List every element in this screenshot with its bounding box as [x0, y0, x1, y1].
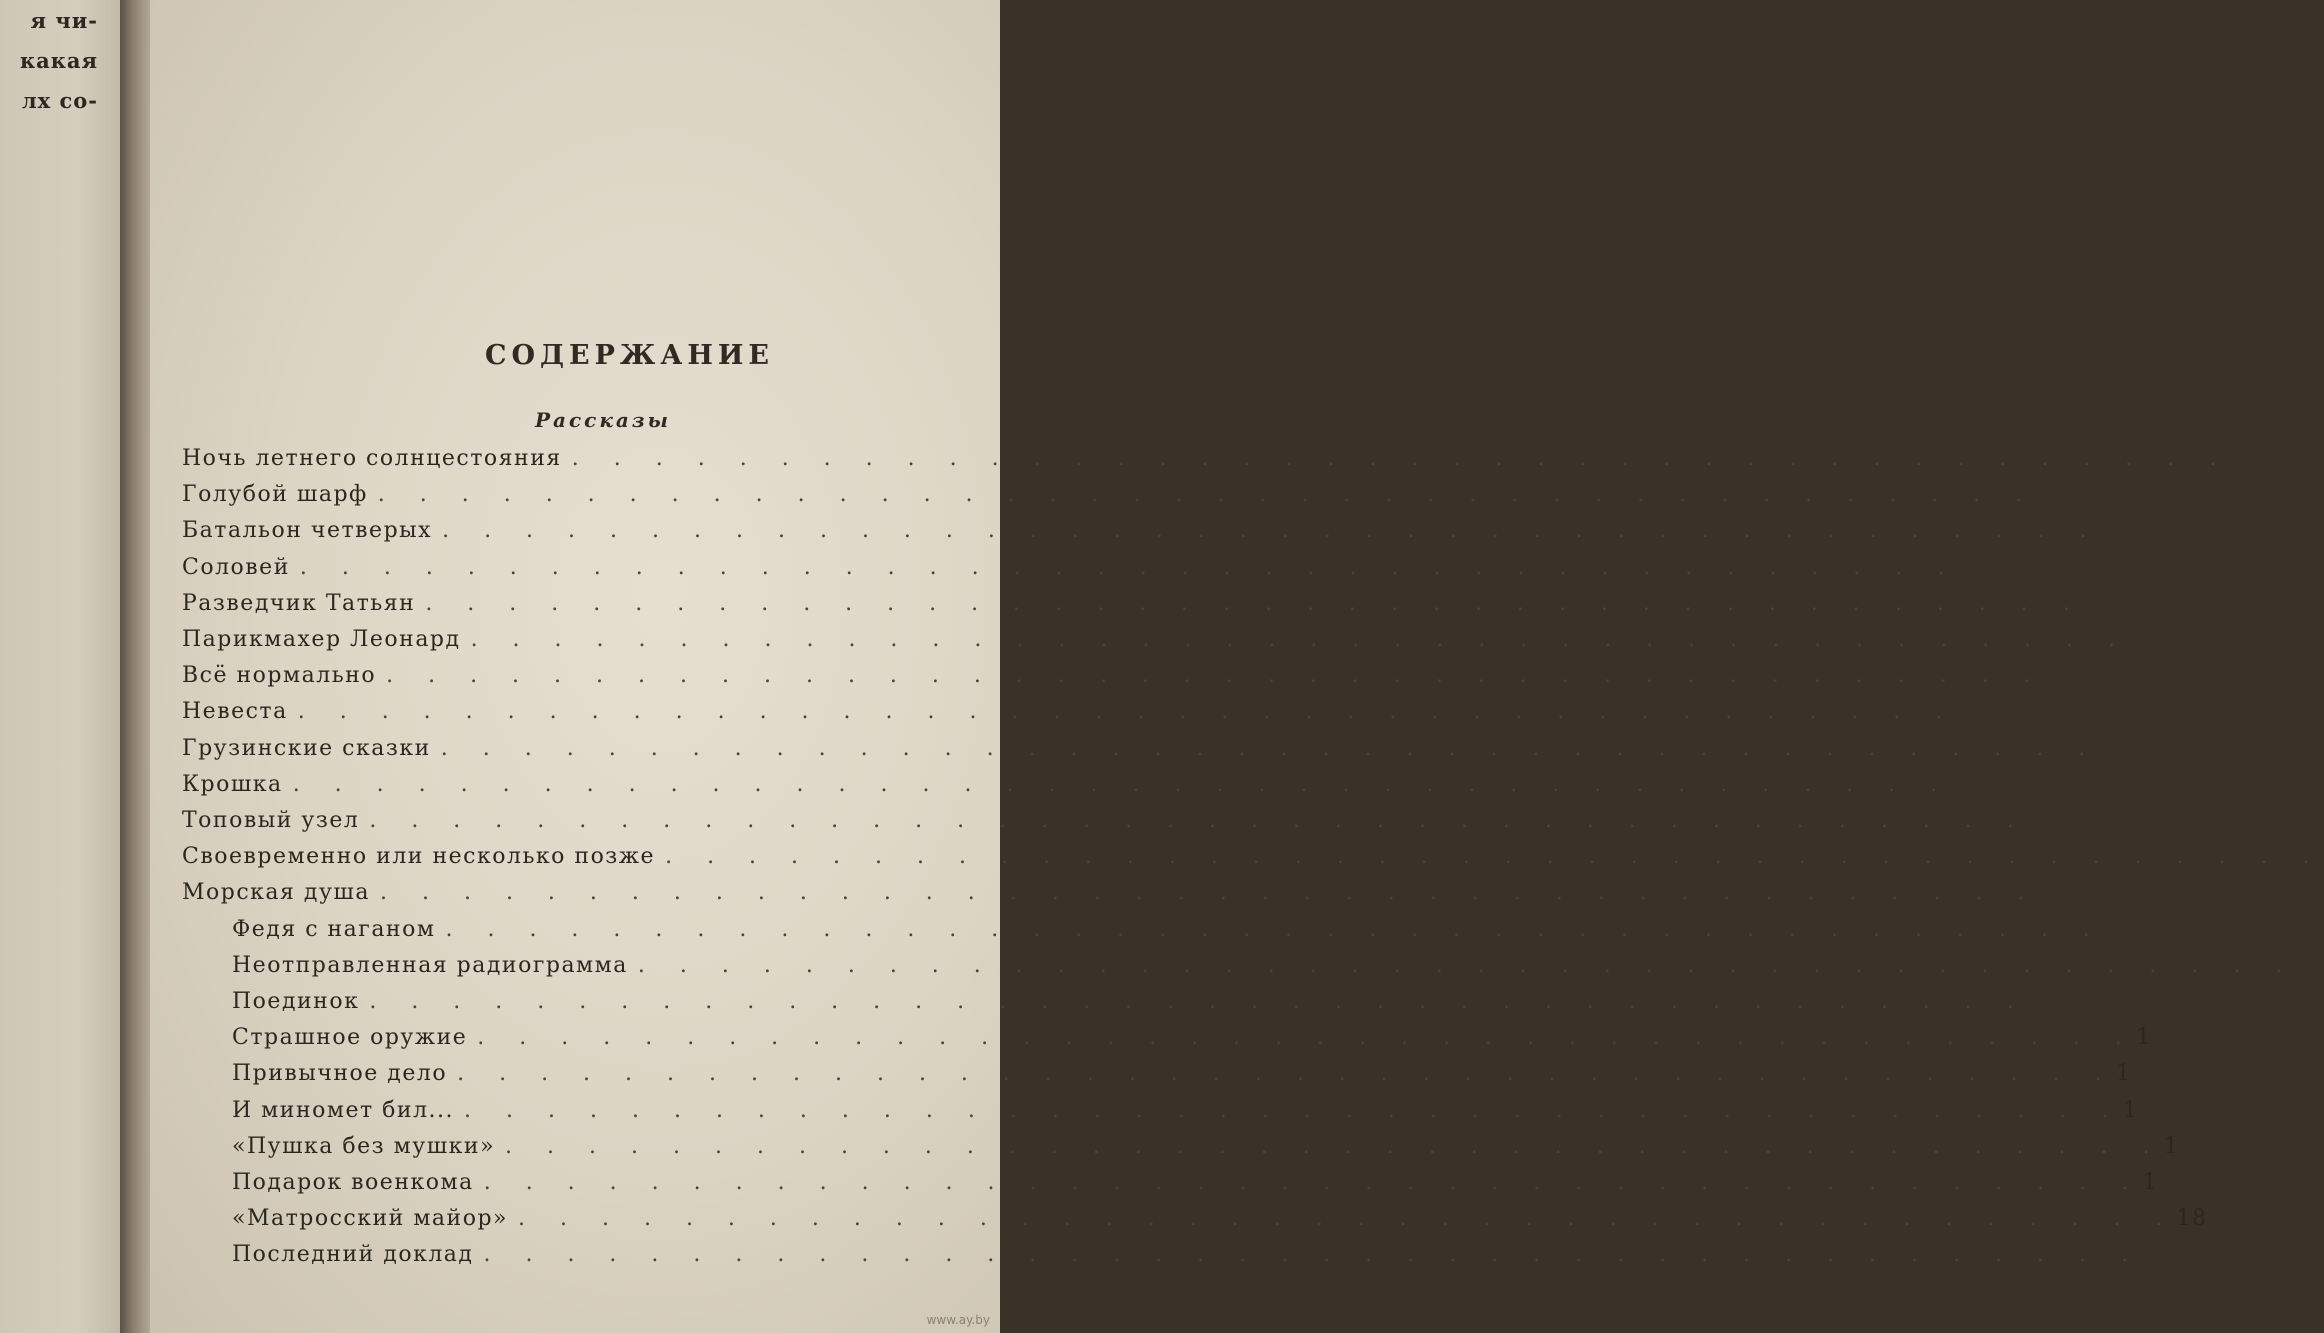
previous-page-line: какая: [19, 48, 98, 73]
toc-entry-title: Всё нормально: [182, 663, 377, 689]
toc-entry-page-number: 1: [2116, 1061, 2132, 1087]
toc-entry: [232, 1097, 2139, 1132]
contents-heading: СОДЕРЖАНИЕ: [485, 340, 774, 371]
toc-entry: [232, 1242, 2142, 1276]
toc-entry: [182, 627, 2130, 661]
toc-entry: [232, 952, 2297, 987]
toc-entry: [232, 989, 2028, 1023]
toc-entry: [182, 735, 2100, 770]
toc-entry-page-number: 1: [2136, 1025, 2152, 1051]
toc-entry-title: Страшное оружие: [232, 1025, 468, 1051]
dot-leader: . . . . . . . . . . . . . . . . . . . . . . . . . . . . . . . . . . . . . . . .: [518, 1206, 2177, 1232]
toc-entry-title: Федя с наганом: [232, 916, 436, 942]
toc-entry-page-number: 18: [2176, 1206, 2208, 1232]
dot-leader: . . . . . . . . . . . . . . . . . . . . . . . . . . . . . . . . . . . . . . . .: [477, 1025, 2136, 1051]
toc-entry-title: Парикмахер Леонард: [182, 627, 461, 652]
dot-leader: . . . . . . . . . . . . . . . . . . . . . . . . . . . . . . . . . . . . . . . .: [369, 989, 2028, 1014]
dot-leader: . . . . . . . . . . . . . . . . . . . . . . . . . . . . . . . . . . . . . . . .: [369, 808, 2028, 833]
toc-entry-title: Топовый узел: [182, 808, 360, 833]
toc-entry: [232, 1170, 2159, 1204]
dot-leader: . . . . . . . . . . . . . . . . . . . . . . . . . . . . . . . . . . . . . . . .: [442, 518, 2101, 544]
contents-page: [150, 0, 2324, 1333]
dot-leader: . . . . . . . . . . . . . . . . . . . . . . . . . . . . . . . . . . . . . . . .: [665, 844, 2324, 870]
toc-entry-title: Ночь летнего солнцестояния: [182, 446, 562, 471]
toc-entry-title: Голубой шарф: [182, 482, 368, 508]
toc-entry: [182, 699, 1957, 733]
toc-entry: [232, 916, 2104, 951]
dot-leader: . . . . . . . . . . . . . . . . . . . . . . . . . . . . . . . . . . . . . . . .: [299, 554, 1959, 580]
watermark: www.ay.by: [926, 1313, 990, 1327]
toc-entry-title: Последний доклад: [232, 1242, 474, 1268]
dot-leader: . . . . . . . . . . . . . . . . . . . . . . . . . . . . . . . . . . . . . . . .: [445, 916, 2104, 942]
toc-entry: [232, 1025, 2152, 1059]
toc-entry-page-number: 1: [2164, 1133, 2180, 1159]
toc-entry-title: Грузинские сказки: [182, 735, 431, 761]
toc-entry: [182, 771, 1952, 806]
toc-entry-page-number: 1: [2142, 1170, 2159, 1195]
dot-leader: . . . . . . . . . . . . . . . . . . . . . . . . . . . . . . . . . . . . . . . .: [379, 880, 2039, 906]
dot-leader: . . . . . . . . . . . . . . . . . . . . . . . . . . . . . . . . . . . . . . . .: [386, 663, 2045, 689]
toc-entry-title: Батальон четверых: [182, 518, 433, 544]
toc-entry-title: Морская душа: [182, 880, 370, 906]
previous-page-line: лх со-: [21, 88, 98, 113]
toc-entry-title: Подарок военкома: [232, 1170, 474, 1195]
dot-leader: . . . . . . . . . . . . . . . . . . . . . . . . . . . . . . . . . . . . . . . .: [464, 1097, 2123, 1123]
toc-entry-page-number: 1: [2123, 1097, 2139, 1123]
toc-entry-title: Невеста: [182, 699, 288, 725]
dot-leader: . . . . . . . . . . . . . . . . . . . . . . . . . . . . . . . . . . . . . . . .: [470, 627, 2130, 652]
toc-entry-title: Поединок: [232, 989, 360, 1014]
dot-leader: . . . . . . . . . . . . . . . . . . . . . . . . . . . . . . . . . . . . . . . .: [505, 1133, 2164, 1159]
toc-entry-title: Неотправленная радиограмма: [232, 952, 628, 978]
toc-entry-title: «Пушка без мушки»: [232, 1133, 496, 1159]
toc-entry-title: Соловей: [182, 554, 290, 580]
dot-leader: . . . . . . . . . . . . . . . . . . . . . . . . . . . . . . . . . . . . . . . .: [292, 771, 1952, 797]
previous-page-line: я чи-: [30, 8, 98, 33]
toc-entry-title: Своевременно или несколько позже: [182, 844, 656, 870]
previous-page: [0, 0, 128, 1333]
dot-leader: . . . . . . . . . . . . . . . . . . . . . . . . . . . . . . . . . . . . . . . .: [483, 1170, 2143, 1195]
toc-entry: [182, 844, 2324, 878]
toc-entry: [182, 663, 2045, 697]
toc-entry: [182, 880, 2039, 914]
toc-entry: [232, 1133, 2180, 1168]
toc-entry: [182, 590, 2084, 625]
toc-entry: [182, 482, 2037, 516]
toc-entry-title: И миномет бил...: [232, 1097, 455, 1123]
dot-leader: . . . . . . . . . . . . . . . . . . . . . . . . . . . . . . . . . . . . . . . .: [483, 1242, 2142, 1268]
toc-entry: [232, 1061, 2132, 1095]
toc-entry-title: Привычное дело: [232, 1061, 448, 1087]
dot-leader: . . . . . . . . . . . . . . . . . . . . . . . . . . . . . . . . . . . . . . . .: [377, 482, 2037, 508]
toc-entry: [232, 1206, 2208, 1240]
dot-leader: . . . . . . . . . . . . . . . . . . . . . . . . . . . . . . . . . . . . . . . .: [297, 699, 1957, 725]
dot-leader: . . . . . . . . . . . . . . . . . . . . . . . . . . . . . . . . . . . . . . . .: [425, 590, 2084, 616]
toc-entry: [182, 446, 2231, 480]
dot-leader: . . . . . . . . . . . . . . . . . . . . . . . . . . . . . . . . . . . . . . . .: [457, 1061, 2116, 1087]
toc-entry-title: Разведчик Татьян: [182, 590, 416, 616]
dot-leader: . . . . . . . . . . . . . . . . . . . . . . . . . . . . . . . . . . . . . . . .: [440, 735, 2100, 761]
dot-leader: . . . . . . . . . . . . . . . . . . . . . . . . . . . . . . . . . . . . . . . .: [571, 446, 2231, 471]
toc-entry: [182, 554, 1959, 589]
dot-leader: . . . . . . . . . . . . . . . . . . . . . . . . . . . . . . . . . . . . . . . .: [637, 952, 2297, 978]
section-heading: Рассказы: [535, 408, 671, 432]
toc-entry: [182, 808, 2028, 842]
toc-entry-title: «Матросский майор»: [232, 1206, 508, 1232]
toc-entry-title: Крошка: [182, 771, 283, 797]
toc-entry: [182, 518, 2101, 552]
